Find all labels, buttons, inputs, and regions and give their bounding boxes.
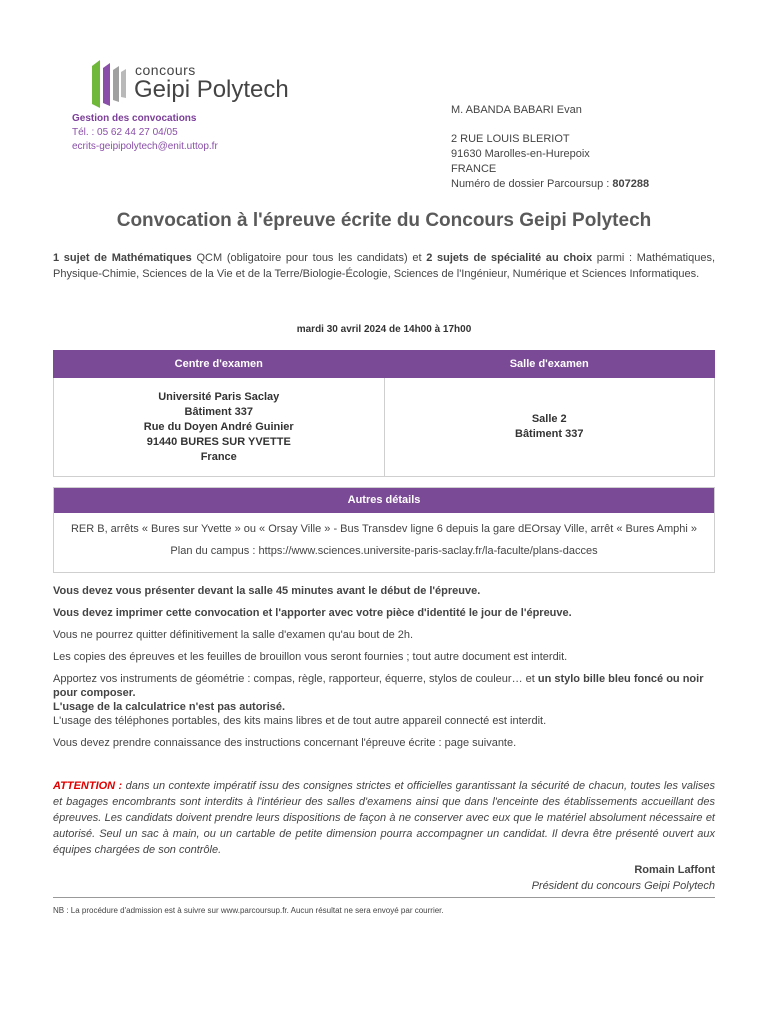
exam-date: mardi 30 avril 2024 de 14h00 à 17h00 — [296, 324, 472, 335]
logo-text-concours: concours — [135, 62, 196, 78]
centre-cell — [54, 378, 385, 477]
dossier-number-line — [451, 177, 649, 192]
other-details-header: Autres détails — [54, 488, 714, 513]
note-phones: L'usage des téléphones portables, des kits mains libres et de tout autre appareil connecté est interdit. — [53, 715, 547, 727]
header-centre: Centre d'examen — [54, 351, 385, 378]
note-leave: Vous ne pourrez quitter définitivement la salle d'examen qu'au bout de 2h. — [53, 629, 414, 641]
other-details-box — [53, 487, 715, 573]
attention-paragraph — [53, 778, 715, 858]
note-arrival: Vous devez vous présenter devant la salle 45 minutes avant le début de l'épreuve. — [53, 585, 481, 597]
dossier-label: Numéro de dossier Parcoursup : — [451, 178, 613, 190]
footer-note: NB : La procédure d'admission est à suivre sur www.parcoursup.fr. Aucun résultat ne sera envoyé par courrier. — [53, 906, 444, 915]
attention-text: dans un contexte impératif issu des consignes strictes et officielles garantissant la sécurité de chacun, toutes les valises et bagages encombrants sont interdits à l'intérieur des salles d'examens ainsi que dans l'enceinte des établissements accueillant des épreuves. Les candidats doivent prendre leurs dispositions de façon à ne conserver avec eux que le matériel absolument nécessaire et autorisé. Seul un sac à main, ou un cartable de petite dimension pourra accompagner un candidat. Il devra être présenté ouvert aux équipes chargées de son contrôle. — [53, 780, 715, 856]
contact-email[interactable]: ecrits-geipipolytech@enit.uttop.fr — [72, 141, 218, 152]
signatory-role: Président du concours Geipi Polytech — [531, 880, 715, 892]
recipient-address — [451, 103, 649, 192]
contact-phone: Tél. : 05 62 44 27 04/05 — [72, 127, 178, 138]
exam-table-header-row — [54, 351, 715, 378]
centre-line: 91440 BURES SUR YVETTE — [146, 435, 291, 448]
recipient-country: FRANCE — [451, 163, 497, 175]
note-instruments-text: Apportez vos instruments de géométrie : compas, règle, rapporteur, équerre, stylos de couleur… et — [53, 673, 538, 685]
recipient-city: 91630 Marolles-en-Hurepoix — [451, 148, 590, 160]
intro-text-1: QCM (obligatoire pour tous les candidats) et — [191, 252, 427, 264]
salle-line: Bâtiment 337 — [515, 428, 584, 440]
intro-specialty-subjects: 2 sujets de spécialité au choix — [426, 252, 593, 264]
centre-line: Rue du Doyen André Guinier — [143, 420, 294, 433]
exam-location-table — [53, 350, 715, 477]
signatory-name: Romain Laffont — [634, 864, 715, 876]
attention-label: ATTENTION : — [53, 780, 123, 792]
recipient-street: 2 RUE LOUIS BLERIOT — [451, 133, 570, 145]
centre-line: Bâtiment 337 — [184, 405, 253, 418]
dossier-number: 807288 — [612, 178, 650, 190]
logo-bars-icon — [90, 58, 130, 112]
note-instruments — [53, 672, 715, 728]
centre-line: Université Paris Saclay — [158, 390, 280, 403]
logo-text-geipi: Geipi Polytech — [134, 76, 289, 103]
note-next-page: Vous devez prendre connaissance des instructions concernant l'épreuve écrite : page suivante. — [53, 737, 517, 749]
note-print: Vous devez imprimer cette convocation et l'apporter avec votre pièce d'identité le jour de l'épreuve. — [53, 607, 572, 619]
footer-divider — [53, 897, 715, 898]
contact-block — [72, 112, 218, 154]
recipient-name: M. ABANDA BABARI Evan — [451, 104, 582, 116]
exam-table-row — [54, 378, 715, 477]
campus-plan-link[interactable]: Plan du campus : https://www.sciences.universite-paris-saclay.fr/la-faculte/plans-dacces — [170, 545, 598, 557]
salle-cell — [384, 378, 715, 477]
note-pen: un stylo bille bleu foncé ou noir pour composer. — [53, 673, 704, 699]
instructions-list — [53, 584, 715, 758]
transport-info: RER B, arrêts « Bures sur Yvette » ou « Orsay Ville » - Bus Transdev ligne 6 depuis la gare dEOrsay Ville, arrêt « Bures Amphi » — [70, 523, 698, 535]
salle-line: Salle 2 — [531, 413, 567, 425]
note-copies: Les copies des épreuves et les feuilles de brouillon vous seront fournies ; tout autre document est interdit. — [53, 651, 568, 663]
header-salle: Salle d'examen — [384, 351, 715, 378]
intro-paragraph — [53, 250, 715, 282]
note-calculator: L'usage de la calculatrice n'est pas autorisé. — [53, 701, 286, 713]
signature-block — [532, 862, 715, 894]
contact-heading: Gestion des convocations — [72, 113, 197, 124]
intro-text-2: parmi : Mathématiques, Physique-Chimie, Sciences de la Vie et de la Terre/Biologie-Écologie, Sciences de l'Ingénieur, Numérique et Sciences Informatiques. — [53, 252, 716, 280]
page-title: Convocation à l'épreuve écrite du Concours Geipi Polytech — [116, 210, 652, 231]
centre-line: France — [200, 450, 237, 463]
intro-math-subject: 1 sujet de Mathématiques — [53, 252, 192, 264]
